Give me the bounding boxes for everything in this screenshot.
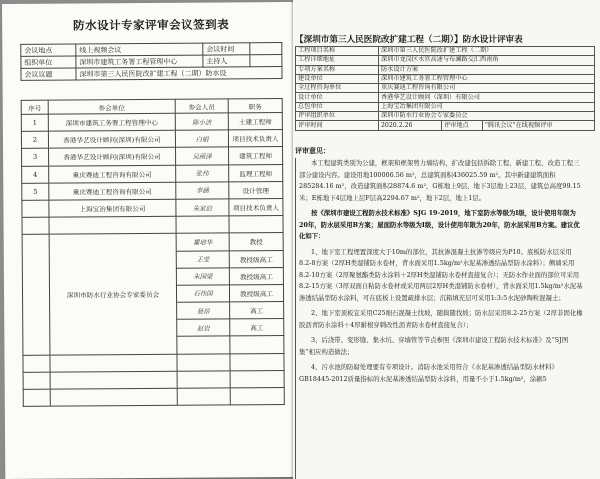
attendee-row	[22, 216, 283, 235]
project-value: 深圳市龙岗区水官高速与布澜路交汇西南角	[379, 56, 595, 65]
row-no: 5	[22, 183, 49, 200]
project-label: 专项方案名称	[296, 65, 379, 74]
row-signature: 朱家启	[176, 199, 229, 217]
blank-row	[23, 353, 284, 372]
project-row	[296, 121, 595, 130]
col-header: 职务	[228, 99, 282, 113]
project-row	[296, 102, 595, 111]
project-row	[296, 93, 595, 102]
project-row	[296, 74, 595, 83]
row-no	[22, 200, 49, 217]
expert-signature: 朱国梁	[176, 268, 229, 286]
info-label: 主持人	[203, 55, 250, 67]
attendee-row	[22, 181, 283, 200]
expert-duty: 教授级高工	[229, 250, 283, 268]
row-duty: 土建工程师	[228, 113, 282, 131]
project-label: 全过程咨询单位	[296, 84, 379, 93]
project-row	[296, 65, 595, 74]
info-value: 线上视频会议	[76, 43, 203, 56]
info-label: 会议时间	[203, 43, 250, 55]
project-row	[296, 56, 595, 65]
project-value: 深圳市防水行业协会专家委员会	[379, 112, 595, 121]
attendee-row	[21, 113, 282, 132]
row-duty: 建筑工程师	[229, 147, 283, 165]
project-value: 深圳市建筑工务署工程管理中心	[379, 74, 595, 83]
expert-signature: 赵岩	[177, 319, 230, 337]
expert-unit: 深圳市防水行业协会专家委员会	[49, 234, 177, 355]
expert-signature: 王莹	[176, 250, 229, 268]
info-value	[250, 55, 282, 67]
row-duty: 监理工程师	[229, 164, 283, 182]
blank-row	[23, 388, 284, 407]
review-sheet-title: 【深圳市第三人民医院改扩建工程（二期）】防水设计评审表	[295, 35, 523, 45]
project-value: 深圳市第三人民医院改扩建工程（二期）	[379, 47, 595, 56]
info-value: 深圳市建筑工务署工程管理中心	[76, 55, 203, 68]
sign-in-sheet	[2, 2, 303, 479]
col-header: 参会人员	[175, 99, 228, 113]
attendee-table	[21, 98, 285, 407]
meeting-info-table	[20, 42, 282, 81]
project-info-table	[295, 46, 595, 131]
expert-row	[22, 233, 283, 252]
expert-duty: 教授级高工	[229, 284, 283, 302]
row-no: 4	[22, 166, 49, 183]
row-unit: 重庆赛迪工程咨询有限公司	[49, 182, 176, 200]
opinion-paragraph: 2、地下室顶板宜采用C25细石混凝土找坡，随捣随找坡；防水层采用8.2-25方案（2厚非固化橡胶沥青防水涂料＋4厚耐根穿刺改性沥青防水卷材直接复合）；	[299, 309, 583, 329]
opinion-body	[295, 158, 586, 479]
info-label: 会议议题	[21, 68, 76, 80]
opinion-paragraph: 1、地下室工程埋置深度大于10m的部位，其抗渗混凝土抗渗等级应为P10。底板防水层采用8.2-8方案（2厚H类湿铺防水卷材，背水面采用1.5kg/m²水泥基渗透结晶型防水涂料）；侧墙采用8.2-10方案（2厚聚氨酯类防水涂料＋2厚H类湿铺防水卷材直接复合）；无防水作业面的部位可采用8.2-15方案（3厚双面自粘防水卷材或采用两层2厚H类湿铺防水卷材），背水面采用1.5kg/m²水泥基渗透结晶型防水涂料，可在底板上设置疏排水层；沉箱填充层可采用1:3:5水泥砂陶粒混凝土；	[299, 247, 583, 302]
project-label: 评审组织单位	[296, 112, 379, 121]
row-signature: 白娟	[175, 130, 228, 148]
project-label: 总包单位	[296, 102, 379, 111]
info-label: 组织单位	[21, 56, 76, 68]
info-row	[21, 67, 282, 81]
opinion-heading: 评审意见：	[295, 146, 330, 155]
row-unit: 上海宝冶集团有限公司	[49, 199, 176, 217]
expert-duty: 高工	[230, 302, 284, 320]
expert-duty: 高工	[230, 319, 284, 337]
project-label: 设计单位	[296, 93, 379, 102]
row-duty: 项目技术负责人	[229, 198, 283, 216]
expert-duty: 教授	[229, 233, 283, 251]
opinion-paragraph: 4、污水池的防腐处理要有专项设计。消防水池采用符合《水泥基渗透结晶型防水材料》GB18445-2012质量指标的水泥基渗透结晶型防水涂料，用量不小于1.5kg/m²，涂刷5	[299, 363, 558, 383]
info-label: 会议地点	[21, 44, 76, 56]
attendee-row	[22, 198, 283, 217]
row-no: 3	[22, 149, 49, 166]
project-value: 防水设计方案	[379, 65, 595, 74]
row-unit: 香港华艺设计顾问(深圳)有限公司	[48, 130, 175, 148]
expert-signature: 石伟国	[176, 285, 229, 303]
blank-row	[23, 370, 284, 389]
project-value: 上海宝冶集团有限公司	[379, 102, 595, 111]
project-value: 2020.2.26	[379, 121, 442, 130]
info-value: 深圳市第三人民医院改扩建工程（二期）防水设	[76, 67, 282, 80]
row-no: 2	[21, 131, 48, 148]
row-unit: 深圳市建筑工务署工程管理中心	[48, 113, 175, 131]
attendee-row	[21, 130, 282, 149]
project-label: 工程项目名称	[296, 47, 379, 56]
row-duty: 设计管理	[229, 181, 283, 199]
row-signature: 陈小洁	[175, 113, 228, 131]
project-value: "腾讯会议"在线视频评审	[483, 121, 595, 130]
attendee-row	[22, 164, 283, 183]
row-unit: 香港华艺设计顾问(深圳)有限公司	[49, 148, 176, 166]
project-label: 建设单位	[296, 74, 379, 83]
expert-signature: 瞿培华	[176, 233, 229, 251]
opinion-paragraph: 按《深圳市建设工程防水技术标准》SJG 19-2019，地下室防水等级为Ⅰ级，设计使用年限为20年，防水层采用B方案；屋面防水等级为Ⅰ级，设计使用年限为20年，防水层采用B方案。建议优化如下：	[299, 209, 580, 240]
opinion-paragraph: 3、后浇带、变形缝、集水坑、穿墙管等节点参照《深圳市建设工程防水技术标准》及“SJ图集”相应构造做法；	[299, 336, 569, 356]
row-signature: 张伟	[176, 164, 229, 182]
project-label: 评审地点	[442, 121, 483, 130]
project-label: 评审时间	[296, 121, 379, 130]
expert-signature: 聂昂	[177, 302, 230, 320]
col-header: 序号	[21, 100, 48, 114]
project-value: 香港华艺设计顾问（深圳）有限公司	[379, 93, 595, 102]
review-sheet	[293, 0, 600, 479]
row-signature: 吴函泽	[176, 147, 229, 165]
row-unit: 重庆赛迪工程咨询有限公司	[49, 165, 176, 183]
attendee-row	[22, 147, 283, 166]
expert-duty: 教授级高工	[229, 267, 283, 285]
info-value	[250, 43, 282, 55]
project-value: 重庆赛迪工程咨询有限公司	[379, 84, 595, 93]
row-no: 1	[21, 114, 48, 131]
opinion-paragraph: 本工程建筑类别为公建，框架和框架剪力墙结构，扩改建包括拆除工程、新建工程、改造工程三部分建设内容。建设用地100006.56 m²，总建筑面积436025.59 m²。其中新建建筑面积285284.16 m²，改造建筑面积28874.6 m²，G栋地上9层、地下3层地上23层，建筑总高度99.15米；E栋地下4层地上层F层高2294.67 m²，地下2层，地上1层。	[299, 159, 581, 202]
project-row	[296, 84, 595, 93]
project-label: 工程详细地址	[296, 56, 379, 65]
row-signature: 李涵	[176, 182, 229, 200]
col-header: 参会单位	[48, 99, 175, 114]
project-row	[296, 47, 595, 56]
sign-sheet-title: 防水设计专家评审会议签到表	[73, 17, 230, 33]
row-duty: 项目技术负责人	[228, 130, 282, 148]
project-row	[296, 112, 595, 121]
